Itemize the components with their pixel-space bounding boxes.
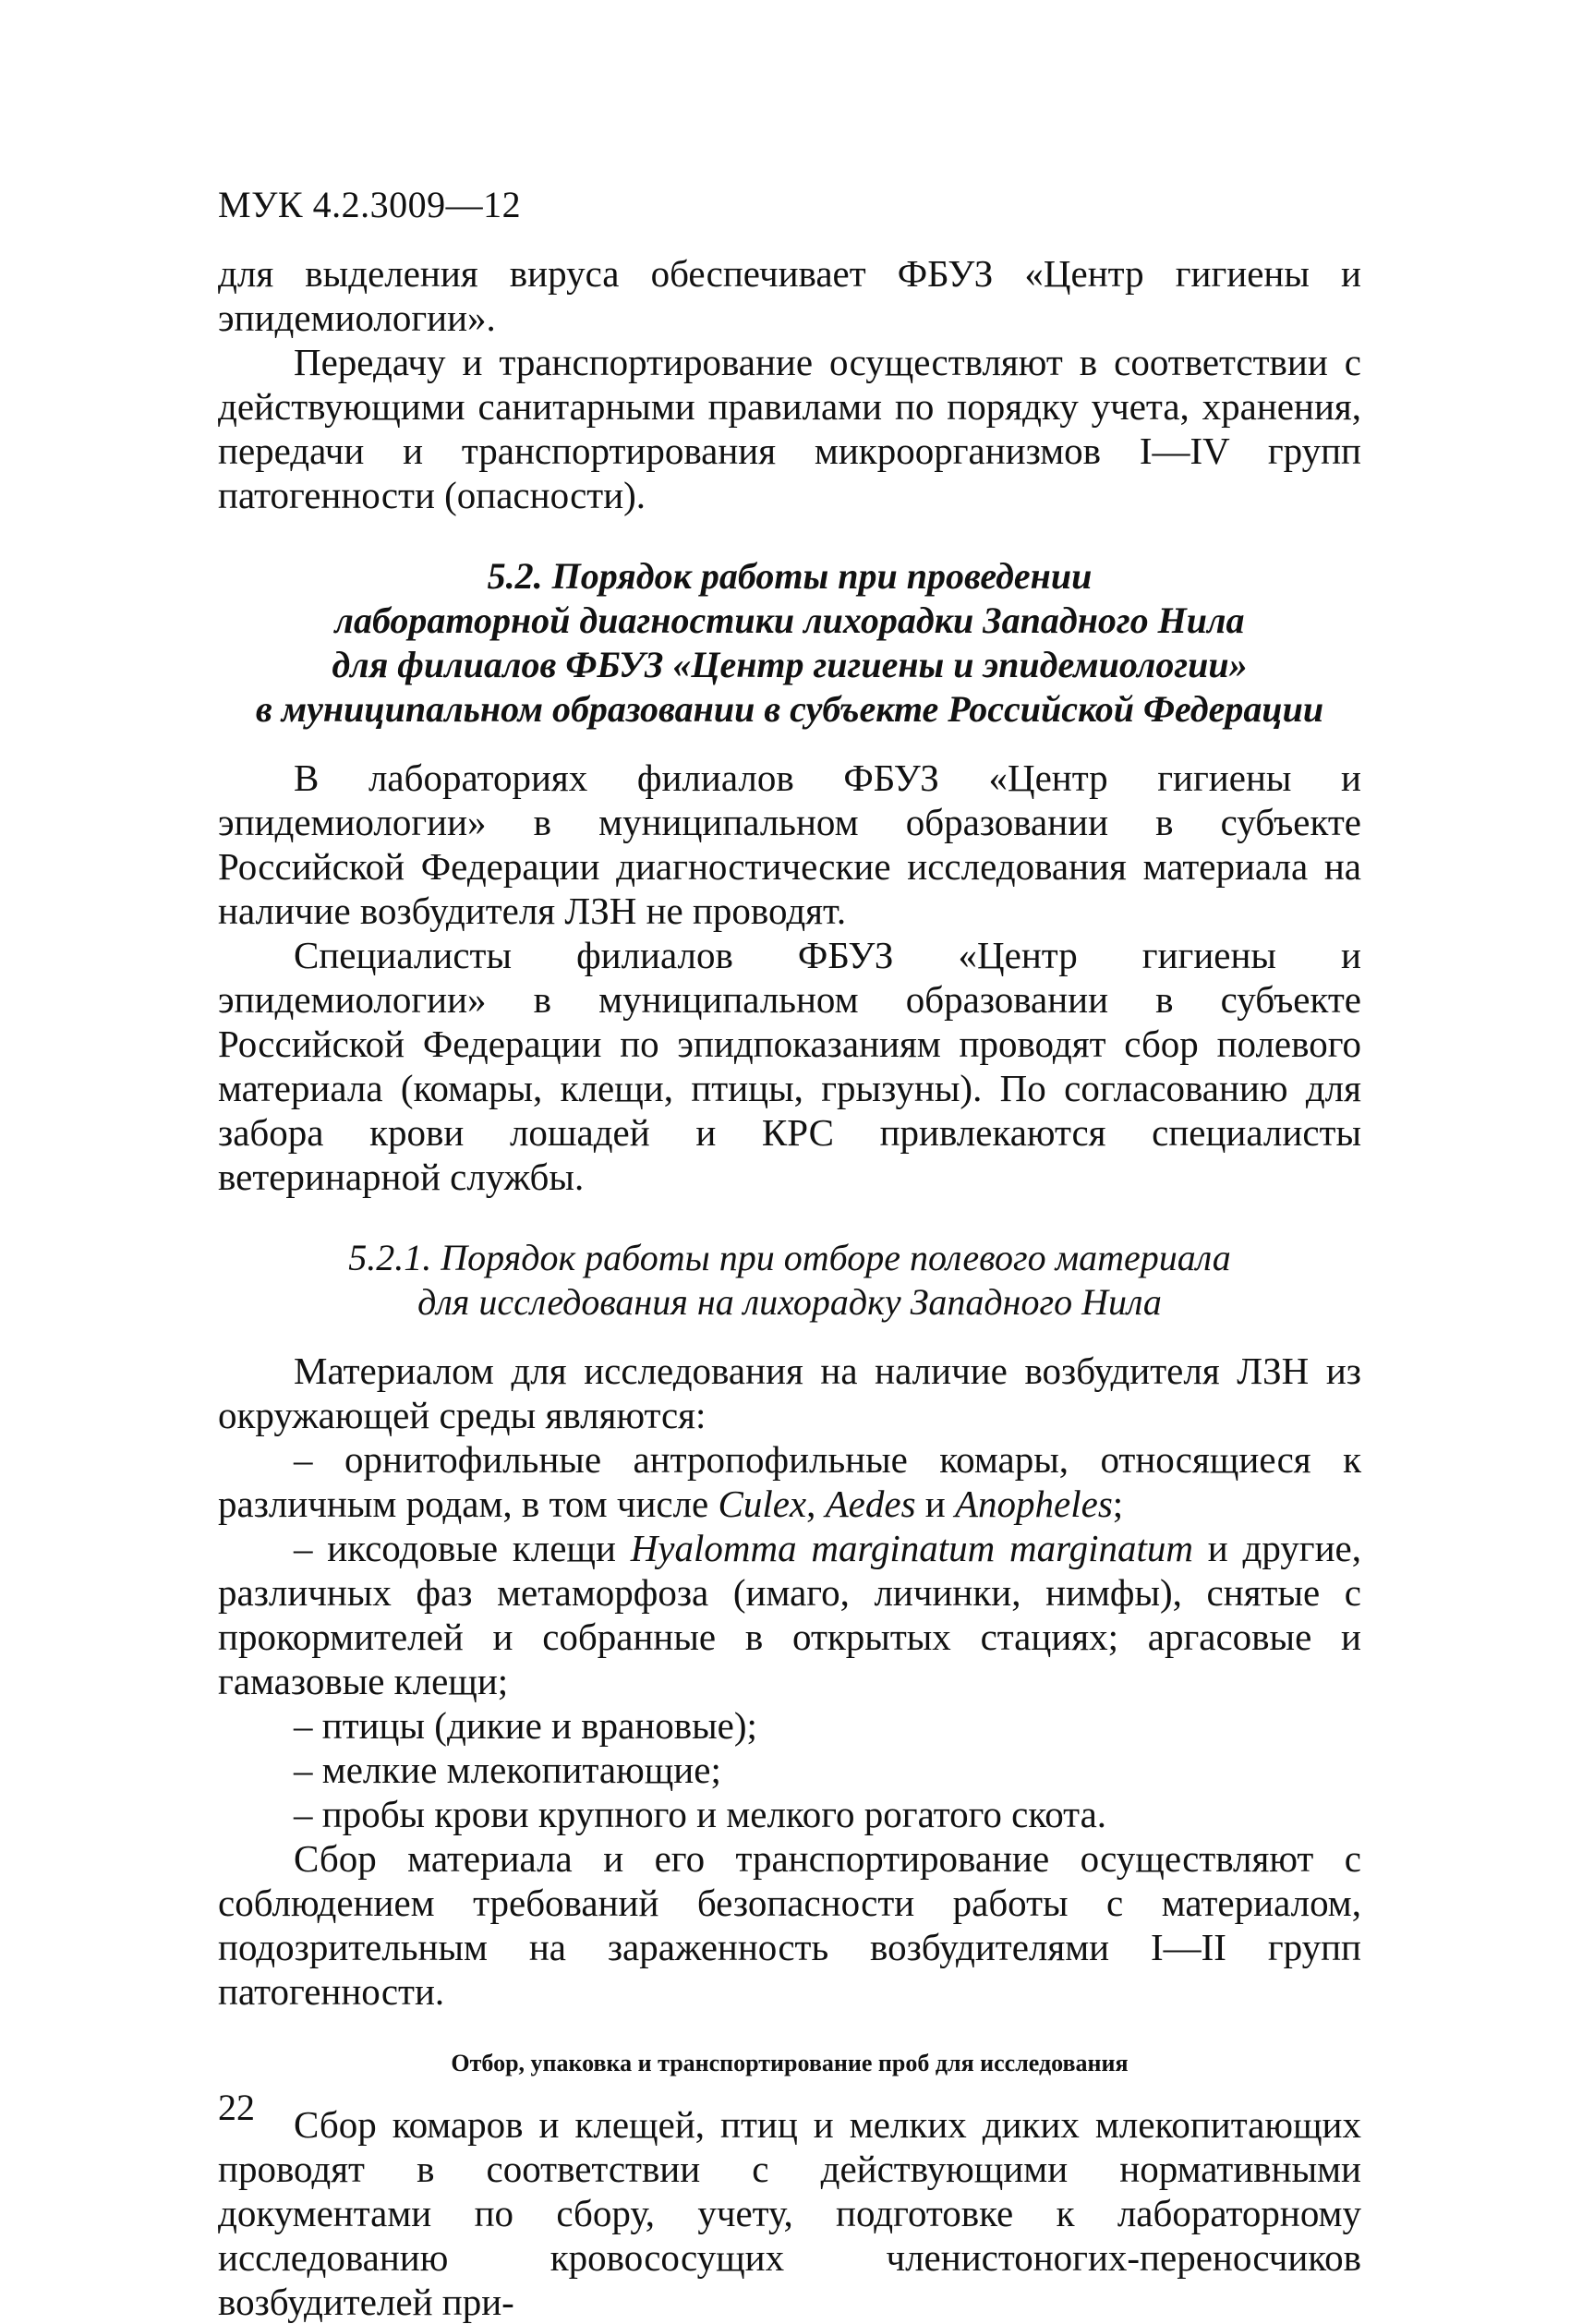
section-5-2-title-line: для филиалов ФБУЗ «Центр гигиены и эпидемиологии» — [332, 644, 1248, 685]
list-item-mammals: – мелкие млекопитающие; — [294, 1749, 721, 1791]
subheading-sampling: Отбор, упаковка и транспортирование проб для исследования — [451, 2050, 1129, 2076]
separator: и — [915, 1483, 955, 1525]
section-5-2-paragraph-2: Специалисты филиалов ФБУЗ «Центр гигиены и эпидемиологии» в муниципальном образовании в субъекте Российской Федерации по эпидпоказаниям проводят сбор полевого материала (комары, клещи, птицы, грызуны). По согласованию для забора крови лошадей и КРС привлекаются специалисты ветеринарной службы. — [218, 934, 1361, 1198]
list-item-mosquitoes — [218, 1437, 1361, 1526]
intro-paragraph-1: для выделения вируса обеспечивает ФБУЗ «Центр гигиены и эпидемиологии». — [218, 252, 1361, 339]
species-name: Hyalomma marginatum marginatum — [630, 1527, 1193, 1569]
list-item-blood-samples: – пробы крови крупного и мелкого рогатого скота. — [294, 1793, 1107, 1835]
separator: ; — [1112, 1483, 1124, 1525]
section-5-2-title-line: в муниципальном образовании в субъекте Российской Федерации — [255, 688, 1324, 730]
genus-name: Anopheles — [955, 1483, 1113, 1525]
separator: , — [806, 1483, 826, 1525]
section-5-2-1-title — [218, 1236, 1361, 1325]
list-item-text: – иксодовые клещи — [294, 1527, 631, 1569]
genus-name: Culex — [718, 1483, 807, 1525]
list-item-birds: – птицы (дикие и врановые); — [294, 1704, 757, 1747]
list-item-text: – орнитофильные антропофильные комары, относящиеся к различным родам, в том числе — [218, 1438, 1361, 1525]
section-5-2-title-line: лабораторной диагностики лихорадки Западного Нила — [334, 599, 1245, 641]
list-item-text: и другие, различных фаз метаморфоза (имаго, личинки, нимфы), снятые с прокормителей и собранные в открытых стациях; аргасовые и гамазовые клещи; — [218, 1527, 1361, 1702]
list-item-ticks — [218, 1526, 1361, 1703]
section-5-2-1-title-line: 5.2.1. Порядок работы при отборе полевого материала — [348, 1237, 1231, 1278]
section-5-2-title — [218, 554, 1361, 732]
document-header: МУК 4.2.3009—12 — [218, 184, 522, 225]
section-5-2-1-title-line: для исследования на лихорадку Западного Нила — [417, 1281, 1162, 1323]
genus-name: Aedes — [825, 1483, 916, 1525]
document-body — [218, 251, 1361, 2324]
intro-paragraph-2: Передачу и транспортирование осуществляют в соответствии с действующими санитарными правилами по порядку учета, хранения, передачи и транспортирования микроорганизмов I—IV групп патогенности (опасности). — [218, 341, 1361, 516]
section-5-2-title-line: 5.2. Порядок работы при проведении — [487, 555, 1093, 597]
section-5-2-1-paragraph-2: Сбор материала и его транспортирование осуществляют с соблюдением требований безопасности работы с материалом, подозрительным на зараженность возбудителями I—II групп патогенности. — [218, 1837, 1361, 2013]
final-paragraph: Сбор комаров и клещей, птиц и мелких диких млекопитающих проводят в соответствии с действующими нормативными документами по сбору, учету, подготовке к лабораторному исследованию кровососущих членистоногих-переносчиков возбудителей при- — [218, 2103, 1361, 2323]
section-5-2-1-paragraph-1: Материалом для исследования на наличие возбудителя ЛЗН из окружающей среды являются: — [218, 1350, 1361, 1436]
page-number: 22 — [218, 2087, 255, 2128]
section-5-2-paragraph-1: В лабораториях филиалов ФБУЗ «Центр гигиены и эпидемиологии» в муниципальном образовании в субъекте Российской Федерации диагностические исследования материала на наличие возбудителя ЛЗН не проводят. — [218, 757, 1361, 932]
